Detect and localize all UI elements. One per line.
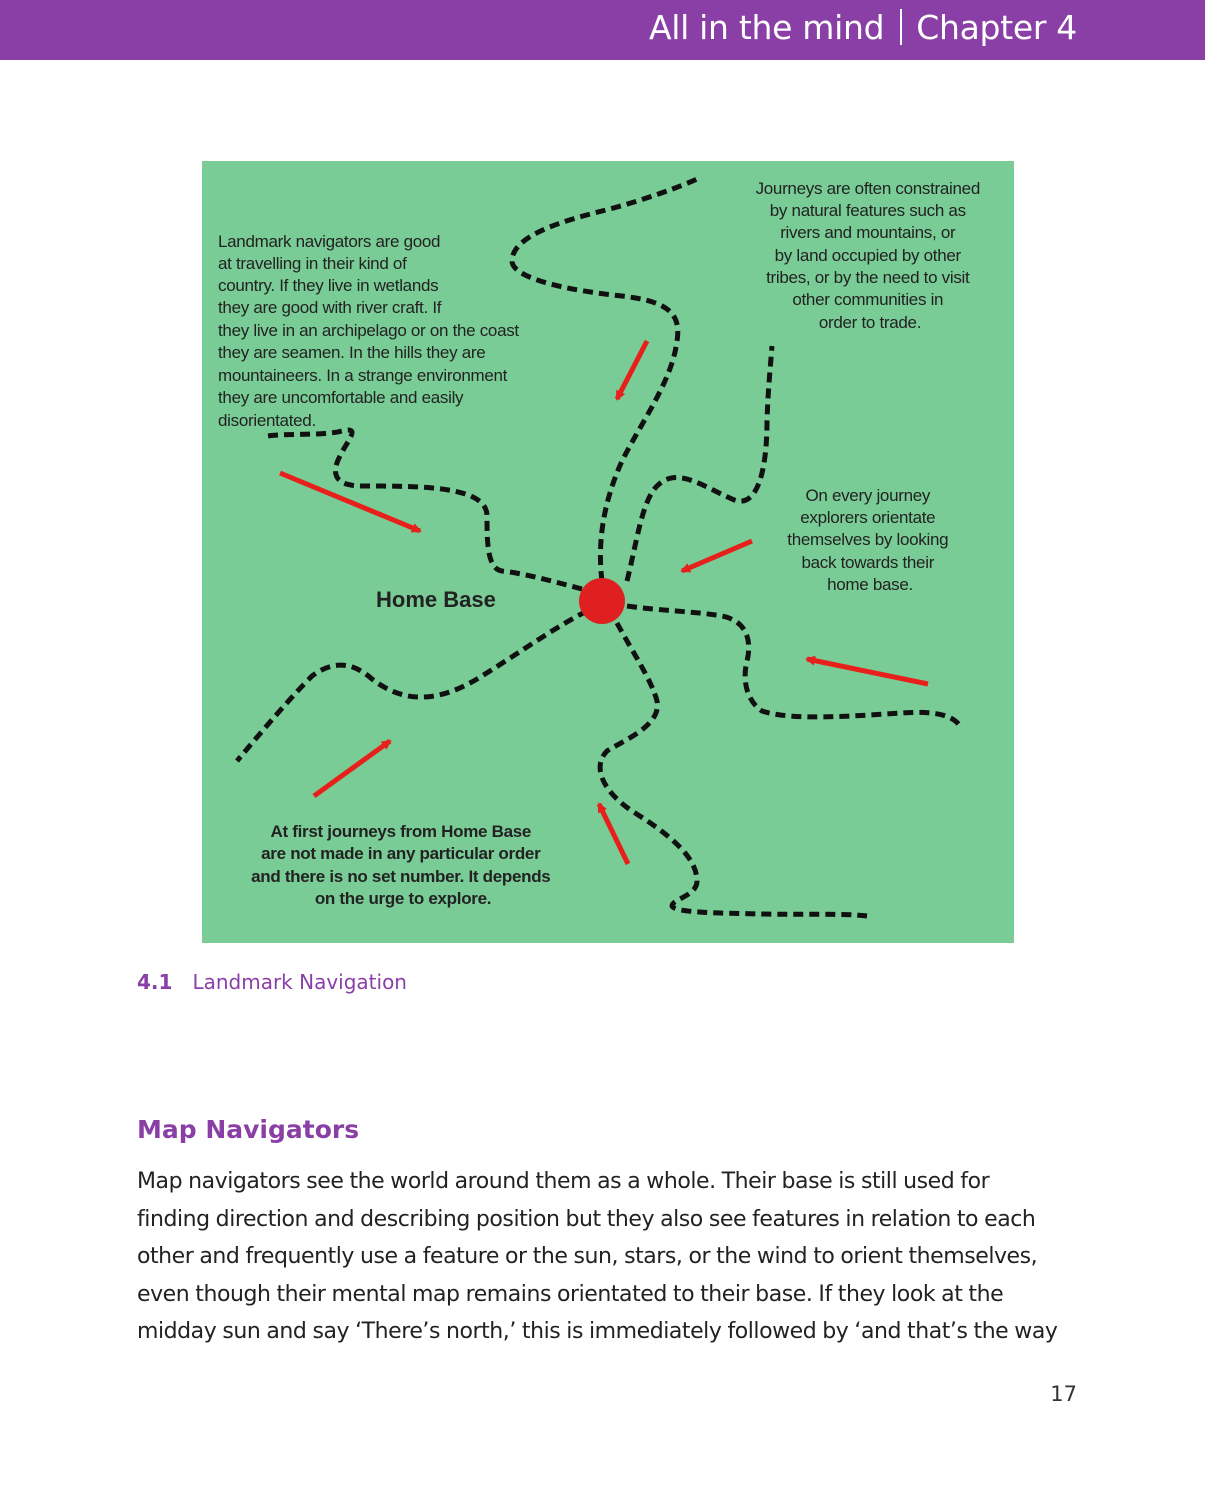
annotation-line: other communities in	[792, 290, 944, 309]
home-base-label: Home Base	[376, 587, 496, 612]
page-number: 17	[1050, 1382, 1077, 1406]
paragraph-line: other and frequently use a feature or the sun, stars, or the wind to orient themselves,	[137, 1244, 1038, 1269]
running-header	[649, 6, 1077, 50]
annotation-line: Journeys are often constrained	[755, 179, 980, 198]
annotation-line: and there is no set number. It depends	[251, 867, 551, 886]
paragraph-line: even though their mental map remains orientated to their base. If they look at the	[137, 1281, 1004, 1307]
annotation-line: they are uncomfortable and easily	[218, 388, 464, 407]
chapter-label: Chapter 4	[916, 8, 1077, 47]
annotation-line: they are seamen. In the hills they are	[218, 343, 486, 362]
annotation-line: on the urge to explore.	[314, 889, 492, 908]
book-title: All in the mind	[648, 8, 885, 47]
annotation-line: order to trade.	[818, 313, 922, 332]
paragraph-line: midday sun and say ‘There’s north,’ this is immediately followed by ‘and that’s the way	[137, 1319, 1058, 1344]
annotation-line: At first journeys from Home Base	[270, 822, 532, 841]
landmark-navigation-figure	[202, 161, 1014, 943]
annotation-line: at travelling in their kind of	[218, 254, 407, 273]
annotation-line: home base.	[827, 575, 913, 594]
paragraph-line: Map navigators see the world around them as a whole. Their base is still used for	[137, 1169, 990, 1194]
home-base-marker	[579, 578, 625, 624]
annotation-line: by land occupied by other	[774, 246, 961, 265]
annotation-line: by natural features such as	[769, 201, 966, 220]
annotation-line: are not made in any particular order	[261, 844, 541, 863]
figure-number: 4.1	[137, 970, 173, 994]
header-bar	[0, 0, 1205, 60]
annotation-line: mountaineers. In a strange environment	[218, 366, 508, 385]
annotation-line: they are good with river craft. If	[218, 298, 442, 317]
figure-caption	[137, 970, 407, 994]
navigation-diagram	[202, 161, 1014, 943]
annotation-line: country. If they live in wetlands	[218, 276, 439, 295]
annotation-line: themselves by looking	[787, 530, 949, 549]
annotation-line: rivers and mountains, or	[780, 223, 956, 242]
annotation-line: they live in an archipelago or on the coast	[218, 321, 519, 340]
annotation-line: On every journey	[805, 486, 931, 505]
section-heading: Map Navigators	[137, 1115, 360, 1144]
annotation-line: Landmark navigators are good	[218, 232, 441, 251]
annotation-line: tribes, or by the need to visit	[766, 268, 970, 287]
figure-title: Landmark Navigation	[192, 970, 407, 994]
paragraph-line: finding direction and describing position but they also see features in relation to each	[137, 1206, 1036, 1232]
body-paragraph	[137, 1163, 1077, 1351]
annotation-line: back towards their	[801, 553, 935, 572]
header-separator	[900, 9, 902, 45]
annotation-line: disorientated.	[218, 411, 316, 430]
annotation-line: explorers orientate	[800, 508, 936, 527]
